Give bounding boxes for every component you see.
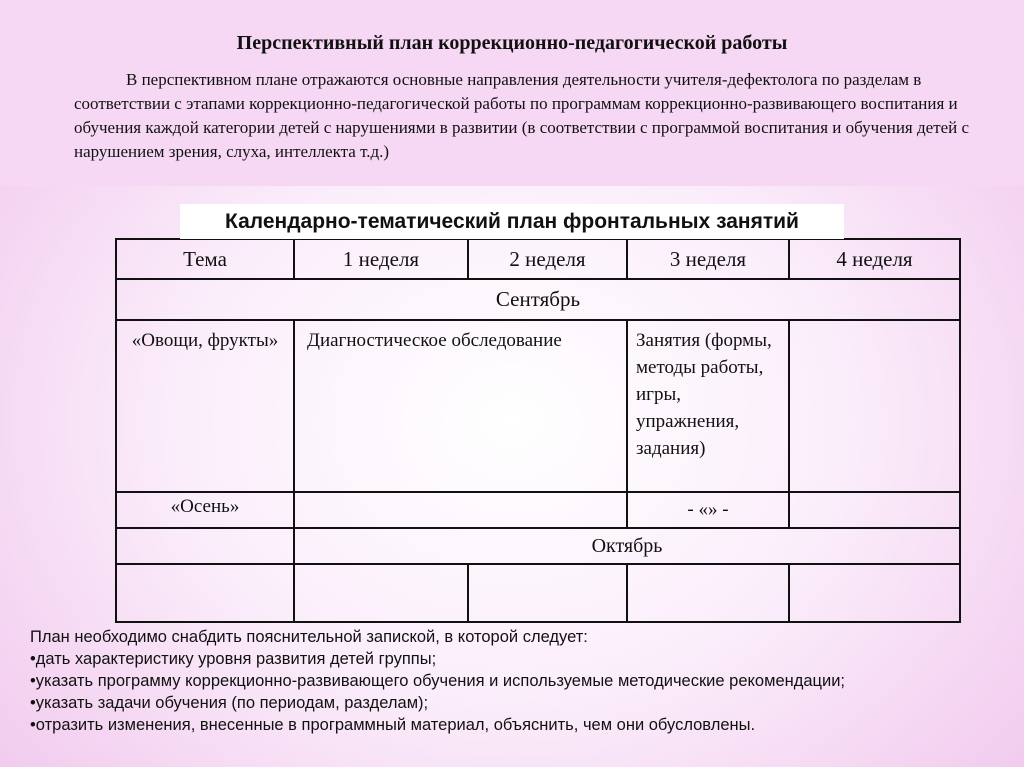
- diagnostic-cell: Диагностическое обследование: [294, 320, 627, 492]
- note-lead: План необходимо снабдить пояснительной запиской, в которой следует:: [30, 628, 588, 646]
- explanatory-note: [30, 626, 1010, 736]
- note-bullet: •указать программу коррекционно-развивающего обучения и используемые методические рекомендации;: [30, 672, 846, 690]
- topic-cell: «Осень»: [116, 492, 294, 528]
- month-september: Сентябрь: [116, 279, 960, 320]
- note-bullet: •указать задачи обучения (по периодам, разделам);: [30, 694, 429, 712]
- calendar-plan-table: [115, 238, 961, 623]
- month-row-october: [116, 528, 960, 564]
- empty-cell: [789, 320, 960, 492]
- empty-cell: [116, 564, 294, 622]
- header-week-1: 1 неделя: [294, 239, 468, 279]
- topic-text: «Овощи, фрукты»: [131, 330, 279, 351]
- intro-paragraph: В перспективном плане отражаются основные направления деятельности учителя-дефектолога по разделам в соответствии с этапами коррекционно-педагогической работы по программам коррекционно-развивающего воспитания и обучения каждой категории детей с нарушениями в развитии (в соответствии с программой воспитания и обучения детей с нарушением зрения, слуха, интеллекта т.д.): [74, 70, 970, 161]
- note-bullet: •дать характеристику уровня развития детей группы;: [30, 650, 437, 668]
- table-row: [116, 492, 960, 528]
- empty-cell: [294, 492, 627, 528]
- lessons-cell: Занятия (формы, методы работы, игры, упражнения, задания): [627, 320, 789, 492]
- note-bullet: •отразить изменения, внесенные в программный материал, объяснить, чем они обусловлены.: [30, 716, 756, 734]
- table-row: [116, 564, 960, 622]
- empty-cell: [116, 528, 294, 564]
- empty-cell: [294, 564, 468, 622]
- ditto-cell: - «» -: [627, 492, 789, 528]
- table-row: [116, 320, 960, 492]
- topic-cell: [116, 320, 294, 492]
- month-october: Октябрь: [294, 528, 960, 564]
- empty-cell: [789, 564, 960, 622]
- month-row-september: [116, 279, 960, 320]
- header-week-4: 4 неделя: [789, 239, 960, 279]
- header-week-3: 3 неделя: [627, 239, 789, 279]
- page-title: Перспективный план коррекционно-педагогической работы: [236, 32, 788, 54]
- empty-cell: [468, 564, 627, 622]
- header-week-2: 2 неделя: [468, 239, 627, 279]
- empty-cell: [627, 564, 789, 622]
- table-title: Календарно-тематический план фронтальных занятий: [180, 204, 844, 239]
- header-topic: Тема: [116, 239, 294, 279]
- table-header-row: [116, 239, 960, 279]
- empty-cell: [789, 492, 960, 528]
